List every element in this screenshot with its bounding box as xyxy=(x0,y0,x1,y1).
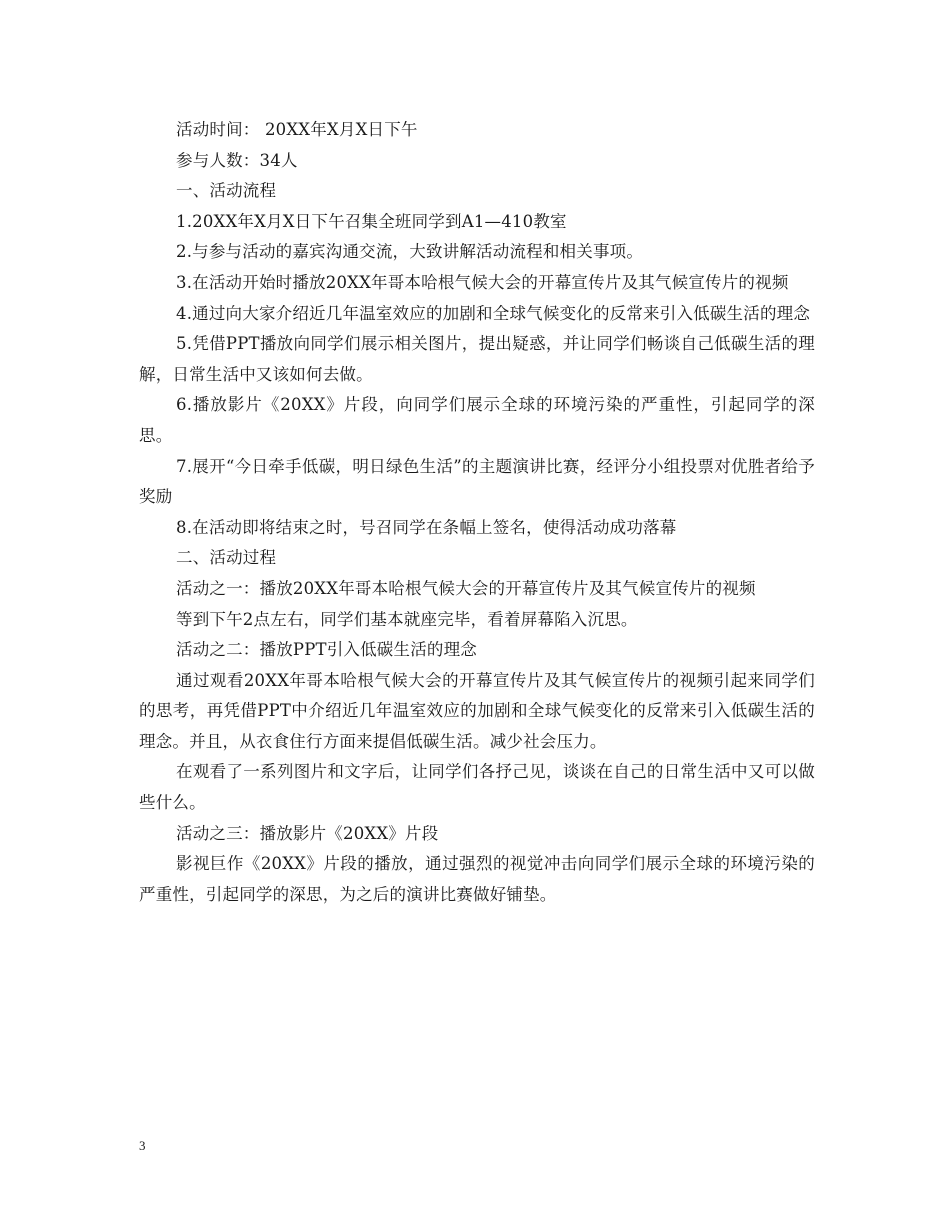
activity-two-title: 活动之二：播放PPT引入低碳生活的理念 xyxy=(176,640,478,660)
activity-two-body: 通过观看20XX年哥本哈根气候大会的开幕宣传片及其气候宣传片的视频引起来同学们的思考，再凭借PPT中介绍近几年温室效应的加剧和全球气候变化的反常来引入低碳生活的理念。并且，从衣食住行方面来提倡低碳生活。减少社会压力。 xyxy=(139,670,815,751)
document-body xyxy=(139,115,815,910)
activity-three-body: 影视巨作《20XX》片段的播放，通过强烈的视觉冲击向同学们展示全球的环境污染的严重性，引起同学的深思，为之后的演讲比赛做好铺垫。 xyxy=(139,854,815,904)
flow-step-6: 6.播放影片《20XX》片段，向同学们展示全球的环境污染的严重性，引起同学的深思。 xyxy=(139,395,815,445)
page-number: 3 xyxy=(139,1138,146,1153)
participant-count: 参与人数：34人 xyxy=(176,150,298,170)
section-heading-activity-process: 二、活动过程 xyxy=(176,548,277,568)
activity-two-body-continued: 在观看了一系列图片和文字后，让同学们各抒己见，谈谈在自己的日常生活中又可以做些什么。 xyxy=(139,762,815,813)
flow-step-8: 8.在活动即将结束之时，号召同学在条幅上签名，使得活动成功落幕 xyxy=(176,517,677,537)
activity-time: 活动时间： 20XX年X月X日下午 xyxy=(176,120,418,139)
activity-one-title: 活动之一：播放20XX年哥本哈根气候大会的开幕宣传片及其气候宣传片的视频 xyxy=(176,578,756,598)
flow-step-1: 1.20XX年X月X日下午召集全班同学到A1—410教室 xyxy=(176,211,567,231)
flow-step-2: 2.与参与活动的嘉宾沟通交流，大致讲解活动流程和相关事项。 xyxy=(176,242,644,262)
activity-one-body: 等到下午2点左右，同学们基本就座完毕，看着屏幕陷入沉思。 xyxy=(176,609,638,629)
activity-three-title: 活动之三：播放影片《20XX》片段 xyxy=(176,823,439,843)
section-heading-process-flow: 一、活动流程 xyxy=(176,181,277,201)
flow-step-5: 5.凭借PPT播放向同学们展示相关图片，提出疑惑，并让同学们畅谈自己低碳生活的理解，日常生活中又该如何去做。 xyxy=(139,334,815,384)
flow-step-7: 7.展开“今日牵手低碳，明日绿色生活”的主题演讲比赛，经评分小组投票对优胜者给予奖励 xyxy=(139,456,815,507)
flow-step-4: 4.通过向大家介绍近几年温室效应的加剧和全球气候变化的反常来引入低碳生活的理念 xyxy=(176,303,811,323)
flow-step-3: 3.在活动开始时播放20XX年哥本哈根气候大会的开幕宣传片及其气候宣传片的视频 xyxy=(176,272,789,292)
